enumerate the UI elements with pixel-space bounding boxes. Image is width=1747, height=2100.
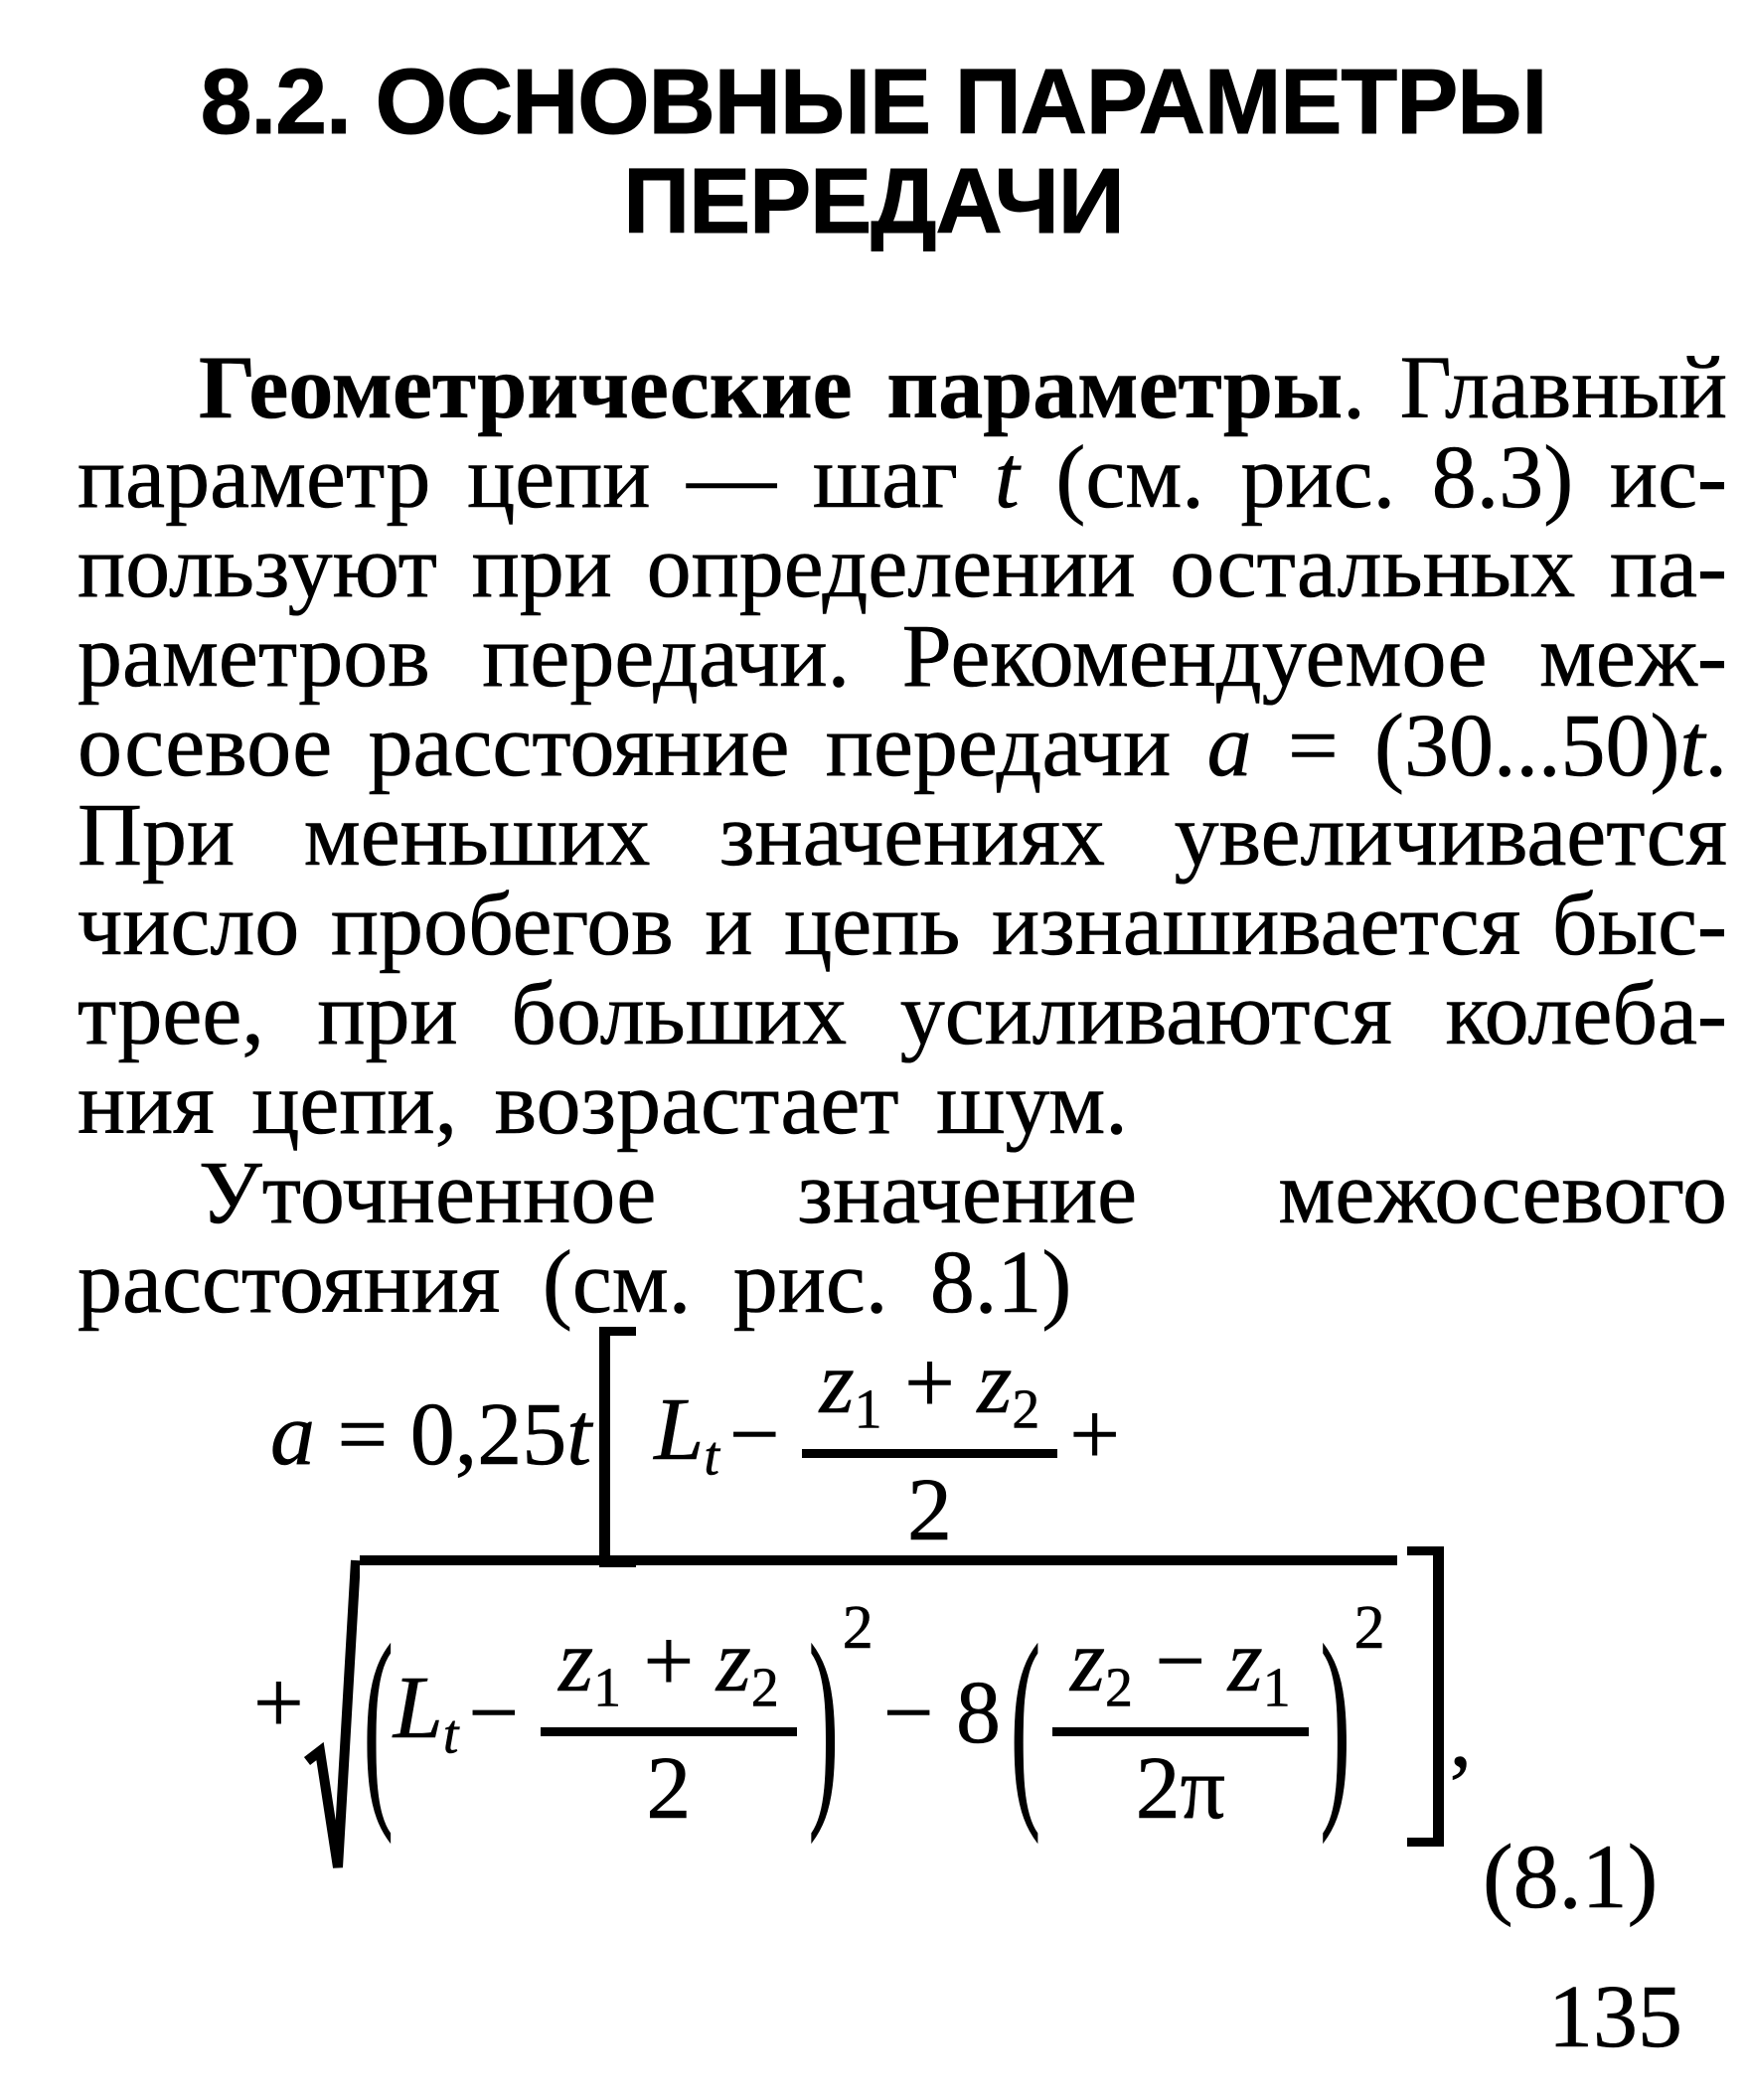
text-segment: a <box>1206 697 1252 795</box>
text-segment: t <box>1679 697 1705 795</box>
page-number: 135 <box>1548 1968 1682 2066</box>
text-segment: L <box>393 1658 443 1757</box>
text-segment: = 0,25 <box>315 1385 567 1484</box>
section-title-line2: ПЕРЕДАЧИ <box>623 149 1124 252</box>
text-segment: t <box>704 1425 719 1488</box>
text-segment: − 8 <box>882 1664 1001 1762</box>
text-segment: ния цепи, возрастает шум. <box>78 1054 1128 1153</box>
body-line <box>78 1144 1727 1242</box>
plus-sign <box>253 1654 304 1752</box>
text-segment: z <box>1069 1612 1105 1711</box>
formula-Lt <box>654 1379 719 1488</box>
text-segment: (см. рис. 8.3) ис- <box>1019 428 1727 527</box>
equation-number: (8.1) <box>1483 1826 1659 1927</box>
text-segment: . Главный <box>1343 339 1727 437</box>
fraction <box>541 1612 797 1838</box>
text-segment: − <box>1132 1612 1228 1711</box>
minus-sign <box>468 1664 520 1762</box>
text-segment: = (30...50) <box>1251 697 1680 795</box>
fraction-numerator <box>802 1334 1058 1457</box>
text-segment: − <box>728 1385 780 1484</box>
text-segment: z <box>819 1334 855 1433</box>
formula-Lt <box>393 1658 459 1766</box>
text-segment: + <box>253 1654 304 1752</box>
body-line <box>78 876 1727 974</box>
text-segment: z <box>558 1612 594 1711</box>
fraction-denominator <box>1135 1736 1226 1838</box>
square-root <box>304 1555 1397 1875</box>
text-segment: 1 <box>593 1657 622 1719</box>
text-segment: a <box>270 1385 315 1484</box>
text-segment: . <box>1704 697 1728 795</box>
open-paren: ( <box>1010 1603 1040 1846</box>
section-title <box>0 52 1747 250</box>
text-segment: трее, при больших усиливаются колеба- <box>78 965 1727 1063</box>
square-root-content <box>360 1555 1397 1875</box>
text-segment: 2 <box>646 1738 692 1838</box>
text-segment: + <box>881 1334 978 1433</box>
body-line <box>78 339 1727 437</box>
text-segment: число пробегов и цепь изнашивается быс- <box>78 876 1727 974</box>
close-paren: ) <box>808 1603 839 1846</box>
text-segment: + <box>621 1612 716 1711</box>
text-segment: t <box>442 1703 459 1766</box>
open-bracket <box>599 1327 636 1567</box>
text-segment: пользуют при определении остальных па- <box>78 518 1727 616</box>
square-root-radical-icon <box>304 1555 360 1875</box>
text-segment: z <box>715 1612 751 1711</box>
section-title-line1: 8.2. ОСНОВНЫЕ ПАРАМЕТРЫ <box>200 50 1547 153</box>
close-paren: ) <box>1320 1603 1350 1846</box>
open-paren: ( <box>363 1603 394 1846</box>
text-segment: 2 <box>1012 1378 1040 1441</box>
text-segment: L <box>654 1379 705 1479</box>
text-segment: 2π <box>1135 1738 1226 1838</box>
fraction-numerator <box>1052 1612 1309 1735</box>
text-segment: 1 <box>854 1378 882 1441</box>
formula-line1 <box>270 1335 1120 1559</box>
text-segment: z <box>977 1334 1013 1433</box>
formula-lhs <box>270 1385 592 1484</box>
fraction-denominator <box>646 1736 692 1838</box>
text-segment: параметр цепи — шаг <box>78 428 995 527</box>
formula-line2 <box>253 1555 1472 1875</box>
body-line <box>78 428 1727 527</box>
close-bracket <box>1407 1546 1444 1847</box>
fraction-numerator <box>541 1612 797 1735</box>
fraction-denominator <box>906 1458 952 1559</box>
text-segment: 2 <box>750 1657 779 1719</box>
text-segment: t <box>566 1385 592 1484</box>
text-segment: 2 <box>906 1460 952 1559</box>
text-segment: z <box>1227 1612 1263 1711</box>
fraction <box>802 1334 1058 1559</box>
body-line <box>78 697 1728 795</box>
minus-sign <box>728 1385 780 1484</box>
text-segment: При меньших значениях увеличивается <box>78 786 1727 885</box>
text-segment: − <box>468 1664 520 1762</box>
exponent-2: 2 <box>1353 1594 1385 1662</box>
text-segment: раметров передачи. Рекомендуемое меж- <box>78 607 1727 706</box>
body-line <box>78 786 1727 885</box>
text-segment: 1 <box>1262 1657 1291 1719</box>
plus-sign <box>1069 1385 1121 1484</box>
body-line <box>78 518 1727 616</box>
body-paragraphs <box>78 339 1728 1332</box>
fraction <box>1052 1612 1309 1838</box>
formula-comma: , <box>1449 1688 1473 1786</box>
exponent-2: 2 <box>842 1594 874 1662</box>
body-line <box>78 1054 1727 1153</box>
text-segment: 2 <box>1105 1657 1133 1719</box>
body-line <box>78 1233 1727 1332</box>
text-segment: осевое расстояние передачи <box>78 697 1207 795</box>
text-segment: Уточненное значение межосевого <box>199 1144 1727 1242</box>
body-line <box>78 607 1727 706</box>
text-segment: расстояния (см. рис. 8.1) <box>78 1233 1072 1332</box>
text-segment: + <box>1069 1385 1121 1484</box>
body-line <box>78 965 1727 1063</box>
minus-8 <box>882 1664 1001 1762</box>
text-segment: Геометрические параметры <box>199 339 1344 437</box>
text-segment: t <box>994 428 1020 527</box>
